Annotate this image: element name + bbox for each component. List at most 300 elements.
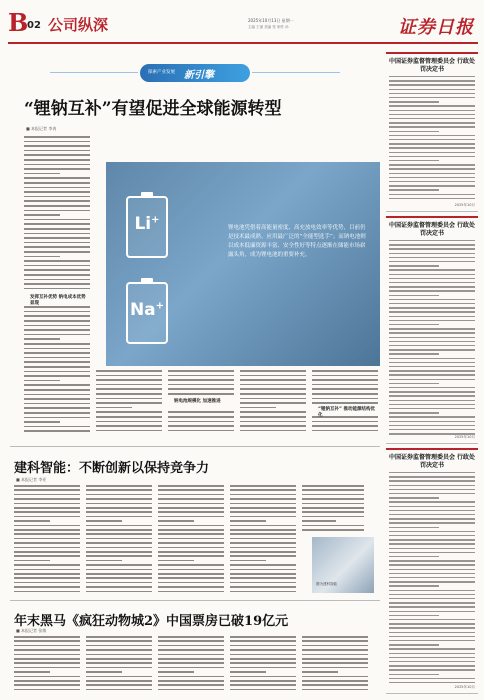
text-line bbox=[389, 320, 475, 321]
text-line bbox=[24, 219, 90, 221]
text-line bbox=[24, 430, 90, 432]
text-line bbox=[168, 425, 234, 427]
text-line bbox=[389, 506, 475, 507]
text-line bbox=[14, 516, 80, 518]
text-line bbox=[24, 366, 90, 368]
issue-date: 2025年10月13日 星期一 bbox=[248, 18, 294, 23]
text-line bbox=[389, 257, 475, 258]
text-line bbox=[86, 658, 152, 660]
text-line bbox=[240, 388, 306, 390]
text-line bbox=[389, 168, 475, 169]
text-line bbox=[158, 645, 224, 647]
text-line bbox=[389, 131, 439, 132]
text-column bbox=[86, 636, 152, 694]
story2-photo-caption: 图为建科智能 bbox=[316, 582, 337, 586]
text-line bbox=[96, 402, 162, 404]
text-line bbox=[389, 531, 475, 532]
text-line bbox=[158, 586, 224, 588]
text-line bbox=[389, 543, 475, 544]
text-line bbox=[86, 582, 152, 584]
text-column bbox=[302, 636, 368, 694]
text-line bbox=[168, 416, 234, 418]
text-line bbox=[230, 494, 296, 496]
text-line bbox=[302, 684, 368, 686]
text-line bbox=[389, 619, 475, 620]
text-line bbox=[389, 282, 475, 283]
text-line bbox=[158, 507, 224, 509]
text-line bbox=[389, 261, 475, 262]
text-line bbox=[389, 316, 475, 317]
text-line bbox=[312, 402, 378, 404]
text-line bbox=[24, 233, 90, 235]
text-line bbox=[24, 228, 90, 230]
text-line bbox=[86, 569, 152, 571]
text-line bbox=[230, 586, 296, 588]
text-line bbox=[230, 507, 296, 509]
text-line bbox=[14, 511, 80, 513]
text-line bbox=[389, 198, 475, 199]
text-line bbox=[389, 173, 475, 174]
text-line bbox=[96, 398, 162, 400]
text-line bbox=[86, 511, 152, 513]
text-line bbox=[389, 286, 475, 287]
regulatory-notice bbox=[386, 216, 478, 444]
text-line bbox=[389, 569, 475, 570]
text-line bbox=[389, 476, 475, 477]
text-line bbox=[389, 244, 475, 245]
text-line bbox=[158, 503, 224, 505]
text-line bbox=[86, 662, 152, 664]
text-line bbox=[389, 661, 475, 662]
text-line bbox=[230, 654, 296, 656]
text-line bbox=[24, 141, 90, 143]
text-line bbox=[158, 680, 224, 682]
text-line bbox=[230, 533, 296, 535]
text-line bbox=[302, 680, 368, 682]
text-line bbox=[86, 507, 152, 509]
story3-body-columns bbox=[14, 636, 380, 694]
text-line bbox=[389, 657, 475, 658]
text-column bbox=[158, 636, 224, 694]
text-line bbox=[389, 194, 475, 195]
text-line bbox=[389, 412, 439, 413]
text-line bbox=[389, 295, 439, 296]
text-line bbox=[389, 518, 475, 519]
text-line bbox=[158, 547, 224, 549]
text-line bbox=[230, 680, 296, 682]
text-line bbox=[389, 332, 475, 333]
text-line bbox=[389, 623, 475, 624]
text-line bbox=[389, 353, 439, 354]
text-line bbox=[389, 510, 475, 511]
text-line bbox=[389, 573, 475, 574]
text-line bbox=[24, 329, 90, 331]
text-line bbox=[86, 676, 152, 678]
text-line bbox=[302, 516, 364, 518]
text-line bbox=[24, 375, 90, 377]
text-line bbox=[389, 421, 475, 422]
section-number: 02 bbox=[27, 20, 41, 31]
text-line bbox=[24, 242, 90, 244]
text-line bbox=[14, 591, 80, 593]
main-headline: “锂钠互补”有望促进全球能源转型 bbox=[24, 99, 282, 119]
text-line bbox=[24, 412, 90, 414]
text-line bbox=[389, 253, 475, 254]
text-line bbox=[230, 503, 296, 505]
story-jianke bbox=[10, 449, 380, 601]
text-line bbox=[389, 669, 475, 670]
text-line bbox=[24, 283, 90, 285]
text-line bbox=[86, 489, 152, 491]
text-line bbox=[230, 582, 296, 584]
editor-credits: 主编 王丽 美编 张 制作 孙 bbox=[248, 25, 289, 29]
story3-headline: 年末黑马《疯狂动物城2》中国票房已破19亿元 bbox=[14, 614, 289, 629]
text-line bbox=[24, 256, 60, 258]
text-line bbox=[389, 299, 475, 300]
text-line bbox=[230, 555, 296, 557]
text-line bbox=[389, 429, 475, 430]
text-line bbox=[389, 404, 475, 405]
text-line bbox=[14, 533, 80, 535]
text-line bbox=[389, 341, 475, 342]
text-line bbox=[302, 529, 364, 531]
story2-byline: ■ 本报记者 李亚 bbox=[16, 477, 47, 482]
text-line bbox=[86, 573, 152, 575]
text-line bbox=[230, 591, 296, 593]
text-line bbox=[96, 425, 162, 427]
text-line bbox=[312, 398, 378, 400]
text-line bbox=[389, 581, 475, 582]
text-line bbox=[24, 246, 90, 248]
text-line bbox=[389, 632, 475, 633]
text-line bbox=[24, 260, 90, 262]
text-line bbox=[86, 560, 122, 562]
text-line bbox=[389, 493, 475, 494]
text-line bbox=[14, 680, 80, 682]
text-line bbox=[24, 417, 90, 419]
text-line bbox=[86, 542, 152, 544]
text-line bbox=[24, 187, 90, 189]
notice-date: 2025年10月 bbox=[454, 203, 475, 207]
text-line bbox=[230, 485, 296, 487]
text-line bbox=[240, 421, 306, 423]
text-line bbox=[24, 237, 90, 239]
text-line bbox=[14, 494, 80, 496]
banner-rule-right bbox=[252, 72, 340, 73]
text-line bbox=[389, 585, 439, 586]
text-line bbox=[240, 384, 306, 386]
text-line bbox=[389, 101, 439, 102]
text-line bbox=[389, 114, 475, 115]
text-line bbox=[230, 489, 296, 491]
text-line bbox=[389, 653, 475, 654]
text-line bbox=[86, 689, 152, 691]
text-line bbox=[240, 375, 306, 377]
text-line bbox=[389, 181, 475, 182]
text-line bbox=[389, 265, 439, 266]
text-line bbox=[312, 370, 378, 372]
text-line bbox=[389, 564, 475, 565]
text-line bbox=[230, 649, 296, 651]
text-line bbox=[86, 564, 152, 566]
text-column bbox=[230, 485, 296, 597]
text-line bbox=[14, 582, 80, 584]
text-line bbox=[389, 535, 475, 536]
text-line bbox=[389, 400, 475, 401]
text-line bbox=[158, 658, 224, 660]
text-line bbox=[389, 480, 475, 481]
text-line bbox=[389, 269, 475, 270]
text-line bbox=[24, 380, 60, 382]
text-line bbox=[230, 520, 266, 522]
text-line bbox=[168, 375, 234, 377]
text-line bbox=[302, 520, 336, 522]
text-line bbox=[158, 525, 224, 527]
text-line bbox=[24, 200, 90, 202]
topic-banner bbox=[140, 64, 250, 82]
text-line bbox=[24, 394, 90, 396]
text-line bbox=[86, 636, 152, 638]
notice-date: 2025年10月 bbox=[454, 685, 475, 689]
text-line bbox=[389, 514, 475, 515]
text-line bbox=[302, 485, 364, 487]
text-line bbox=[158, 533, 224, 535]
text-line bbox=[86, 649, 152, 651]
text-line bbox=[389, 636, 475, 637]
text-line bbox=[389, 248, 475, 249]
text-line bbox=[158, 538, 224, 540]
text-line bbox=[96, 375, 162, 377]
text-line bbox=[302, 676, 368, 678]
text-line bbox=[14, 529, 80, 531]
text-line bbox=[389, 278, 475, 279]
text-line bbox=[240, 425, 306, 427]
text-line bbox=[312, 388, 378, 390]
text-line bbox=[86, 551, 152, 553]
text-line bbox=[312, 379, 378, 381]
text-line bbox=[302, 511, 364, 513]
text-line bbox=[24, 389, 90, 391]
text-line bbox=[389, 522, 475, 523]
text-line bbox=[158, 542, 224, 544]
text-line bbox=[24, 274, 90, 276]
text-line bbox=[230, 564, 296, 566]
text-line bbox=[24, 164, 90, 166]
banner-title: 新引擎 bbox=[184, 70, 214, 81]
text-line bbox=[86, 494, 152, 496]
text-column bbox=[24, 134, 90, 439]
text-line bbox=[24, 136, 90, 138]
text-line bbox=[302, 525, 364, 527]
text-line bbox=[389, 189, 439, 190]
text-column bbox=[230, 636, 296, 694]
text-line bbox=[389, 366, 475, 367]
text-line bbox=[14, 547, 80, 549]
text-line bbox=[24, 352, 90, 354]
text-line bbox=[230, 511, 296, 513]
text-line bbox=[24, 311, 90, 313]
story2-headline: 建科智能：不断创新以保持竞争力 bbox=[14, 461, 210, 476]
text-line bbox=[389, 615, 439, 616]
text-line bbox=[86, 586, 152, 588]
text-line bbox=[24, 371, 90, 373]
notice-title: 中国证券监督管理委员会 行政处罚决定书 bbox=[388, 222, 476, 237]
text-column bbox=[240, 134, 306, 439]
text-line bbox=[312, 384, 378, 386]
text-line bbox=[389, 416, 475, 417]
text-line bbox=[230, 569, 296, 571]
text-line bbox=[389, 307, 475, 308]
text-line bbox=[389, 590, 475, 591]
text-line bbox=[14, 676, 80, 678]
text-line bbox=[302, 507, 364, 509]
illustration-caption: 锂电池凭借着高能量密度、高充放电效率等优势，目前仍是技术最成熟、应用最广泛的“全能型选手”；而钠电池则以成本低廉资源丰富、安全性好等特点逐渐在储能市场崭露头角，成为锂电池的重要补充。 bbox=[228, 225, 366, 258]
text-line bbox=[24, 348, 90, 350]
text-line bbox=[168, 430, 234, 432]
text-line bbox=[302, 662, 368, 664]
text-line bbox=[389, 485, 475, 486]
text-line bbox=[14, 569, 80, 571]
text-line bbox=[96, 393, 162, 395]
masthead bbox=[8, 8, 478, 44]
text-line bbox=[168, 393, 234, 395]
text-line bbox=[24, 421, 60, 423]
text-line bbox=[24, 214, 60, 216]
text-line bbox=[14, 489, 80, 491]
text-line bbox=[158, 654, 224, 656]
text-line bbox=[24, 407, 90, 409]
text-line bbox=[389, 425, 475, 426]
text-line bbox=[96, 421, 162, 423]
text-line bbox=[24, 334, 90, 336]
text-line bbox=[168, 370, 234, 372]
text-line bbox=[389, 539, 475, 540]
text-line bbox=[158, 649, 224, 651]
text-line bbox=[230, 542, 296, 544]
text-line bbox=[230, 676, 296, 678]
text-line bbox=[158, 573, 224, 575]
text-line bbox=[158, 577, 224, 579]
banner-rule-left bbox=[50, 72, 138, 73]
text-line bbox=[24, 320, 90, 322]
text-line bbox=[389, 118, 475, 119]
text-line bbox=[302, 649, 368, 651]
text-line bbox=[24, 426, 90, 428]
text-line bbox=[230, 547, 296, 549]
text-line bbox=[312, 425, 378, 427]
text-line bbox=[158, 662, 224, 664]
text-line bbox=[14, 503, 80, 505]
text-line bbox=[389, 379, 475, 380]
text-line bbox=[158, 640, 224, 642]
text-line bbox=[86, 654, 152, 656]
text-line bbox=[240, 370, 306, 372]
text-line bbox=[86, 516, 152, 518]
text-line bbox=[14, 551, 80, 553]
text-line bbox=[86, 667, 152, 669]
text-line bbox=[14, 538, 80, 540]
text-line bbox=[14, 586, 80, 588]
text-line bbox=[14, 636, 80, 638]
text-line bbox=[389, 110, 475, 111]
text-line bbox=[240, 416, 306, 418]
text-line bbox=[158, 485, 224, 487]
text-line bbox=[389, 328, 475, 329]
text-line bbox=[240, 407, 276, 409]
text-line bbox=[24, 191, 90, 193]
text-line bbox=[14, 485, 80, 487]
text-line bbox=[230, 538, 296, 540]
text-line bbox=[389, 548, 475, 549]
text-line bbox=[302, 503, 364, 505]
text-line bbox=[389, 84, 475, 85]
text-line bbox=[86, 555, 152, 557]
text-line bbox=[24, 196, 90, 198]
text-line bbox=[168, 411, 234, 413]
text-line bbox=[230, 640, 296, 642]
text-column bbox=[158, 485, 224, 597]
text-line bbox=[14, 542, 80, 544]
text-line bbox=[312, 375, 378, 377]
text-line bbox=[389, 408, 475, 409]
text-line bbox=[158, 667, 224, 669]
text-line bbox=[302, 636, 368, 638]
regulatory-notice bbox=[386, 52, 478, 212]
text-line bbox=[312, 393, 378, 395]
text-line bbox=[389, 143, 475, 144]
text-column bbox=[168, 134, 234, 439]
text-line bbox=[389, 139, 475, 140]
text-line bbox=[389, 640, 475, 641]
text-line bbox=[14, 573, 80, 575]
text-line bbox=[24, 177, 90, 179]
text-line bbox=[389, 395, 475, 396]
sodium-battery-icon: Na+ bbox=[126, 282, 168, 344]
text-line bbox=[24, 154, 90, 156]
text-line bbox=[389, 76, 475, 77]
text-line bbox=[389, 160, 439, 161]
text-line bbox=[158, 494, 224, 496]
text-line bbox=[389, 665, 475, 666]
text-line bbox=[389, 370, 475, 371]
text-line bbox=[14, 658, 80, 660]
text-line bbox=[389, 152, 475, 153]
text-line bbox=[158, 489, 224, 491]
text-line bbox=[389, 126, 475, 127]
text-line bbox=[389, 527, 439, 528]
text-line bbox=[389, 240, 475, 241]
text-line bbox=[230, 551, 296, 553]
text-line bbox=[389, 97, 475, 98]
text-line bbox=[96, 430, 162, 432]
text-line bbox=[389, 290, 475, 291]
text-line bbox=[389, 611, 475, 612]
text-line bbox=[389, 122, 475, 123]
notice-date: 2025年10月 bbox=[454, 435, 475, 439]
text-line bbox=[158, 636, 224, 638]
text-line bbox=[96, 379, 162, 381]
text-line bbox=[14, 645, 80, 647]
text-line bbox=[86, 547, 152, 549]
text-line bbox=[14, 684, 80, 686]
text-line bbox=[86, 640, 152, 642]
text-line bbox=[158, 498, 224, 500]
text-line bbox=[24, 173, 60, 175]
text-line bbox=[389, 362, 475, 363]
text-line bbox=[158, 520, 194, 522]
text-line bbox=[86, 680, 152, 682]
text-line bbox=[230, 573, 296, 575]
